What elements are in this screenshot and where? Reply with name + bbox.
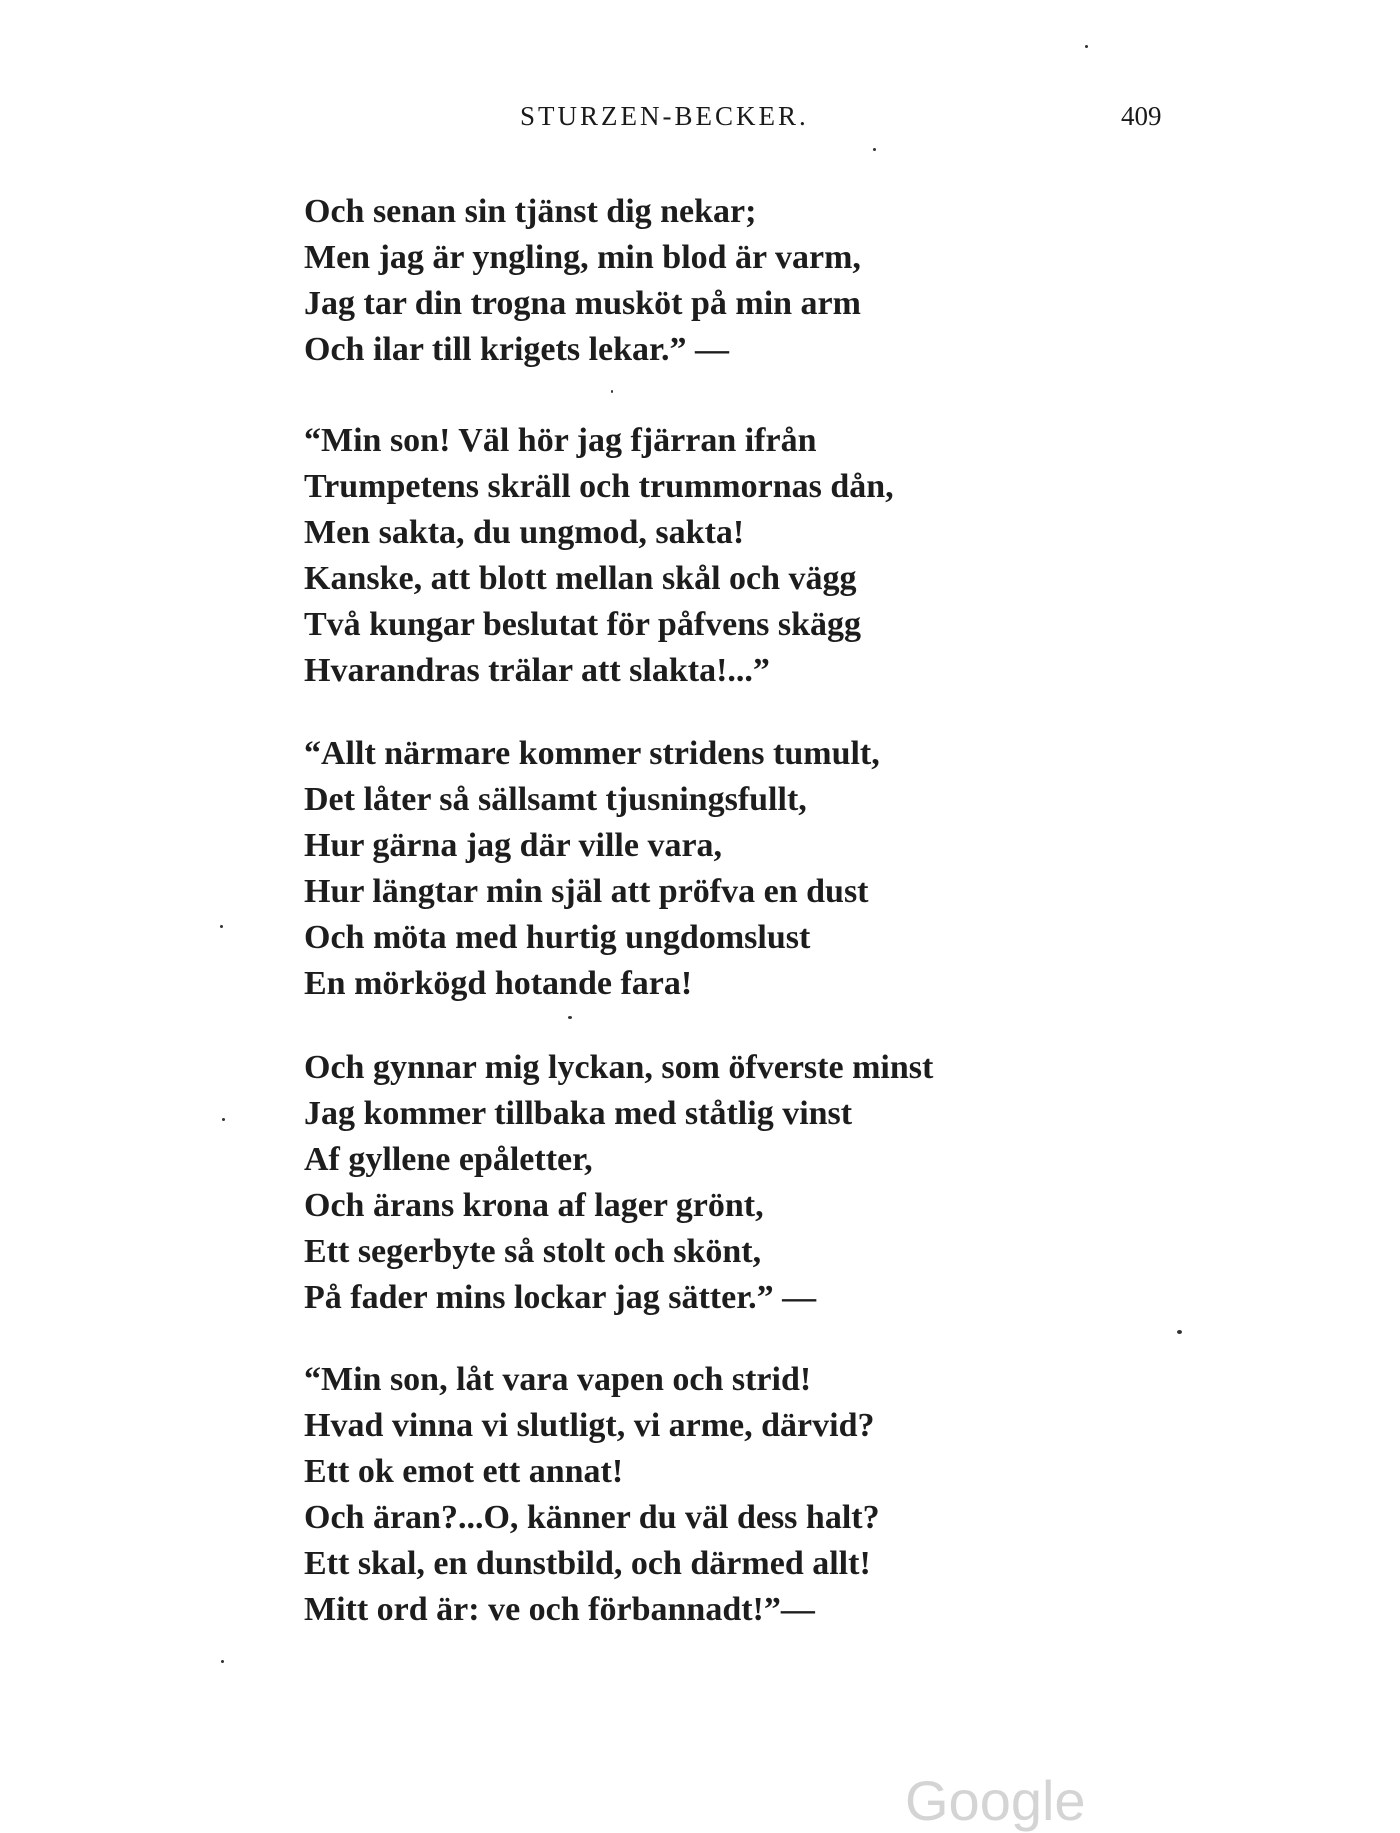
- verse-line: Och gynnar mig lyckan, som öfverste minst: [304, 1049, 934, 1086]
- scan-speck: [221, 1660, 224, 1663]
- verse-line: Och möta med hurtig ungdomslust: [304, 919, 811, 956]
- scan-speck: [611, 390, 613, 393]
- verse-line: På fader mins lockar jag sätter.” —: [304, 1279, 817, 1316]
- verse-line: Ett ok emot ett annat!: [304, 1453, 624, 1490]
- verse-line: “Min son! Väl hör jag fjärran ifrån: [304, 422, 817, 459]
- scan-speck: [568, 1016, 572, 1019]
- running-title: STURZEN-BECKER.: [520, 101, 809, 131]
- stanza: [304, 418, 894, 694]
- verse-line: Hur längtar min själ att pröfva en dust: [304, 873, 869, 910]
- verse-line: Det låter så sällsamt tjusningsfullt,: [304, 781, 807, 818]
- verse-line: Jag kommer tillbaka med ståtlig vinst: [304, 1095, 853, 1132]
- verse-line: Hur gärna jag där ville vara,: [304, 827, 723, 864]
- verse-line: Men jag är yngling, min blod är varm,: [304, 239, 861, 276]
- verse-line: Trumpetens skräll och trummornas dån,: [304, 468, 894, 505]
- verse-line: Och senan sin tjänst dig nekar;: [304, 193, 757, 230]
- verse-line: Ett segerbyte så stolt och skönt,: [304, 1233, 762, 1270]
- page-header: [0, 101, 1400, 141]
- verse-line: Hvarandras trälar att slakta!...”: [304, 652, 770, 689]
- stanza: [304, 731, 880, 1007]
- scan-speck: [873, 148, 876, 151]
- verse-line: “Allt närmare kommer stridens tumult,: [304, 735, 880, 772]
- verse-line: En mörkögd hotande fara!: [304, 965, 693, 1002]
- google-watermark: Google: [905, 1769, 1086, 1832]
- scan-speck: [1085, 45, 1088, 48]
- verse-line: Och ärans krona af lager grönt,: [304, 1187, 764, 1224]
- verse-line: Af gyllene epåletter,: [304, 1141, 593, 1178]
- verse-line: Och ilar till krigets lekar.” —: [304, 331, 729, 368]
- scan-speck: [220, 925, 223, 928]
- verse-line: Hvad vinna vi slutligt, vi arme, därvid?: [304, 1407, 875, 1444]
- verse-line: Och äran?...O, känner du väl dess halt?: [304, 1499, 880, 1536]
- verse-line: Mitt ord är: ve och förbannadt!”—: [304, 1591, 815, 1628]
- stanza: [304, 1045, 933, 1321]
- stanza: [304, 189, 861, 373]
- verse-line: Jag tar din trogna musköt på min arm: [304, 285, 861, 322]
- verse-line: Men sakta, du ungmod, sakta!: [304, 514, 745, 551]
- page-number: 409: [1121, 101, 1162, 131]
- verse-line: Ett skal, en dunstbild, och därmed allt!: [304, 1545, 871, 1582]
- scan-speck: [222, 1118, 225, 1121]
- scan-speck: [1177, 1330, 1182, 1334]
- verse-line: Två kungar beslutat för påfvens skägg: [304, 606, 862, 643]
- verse-line: “Min son, låt vara vapen och strid!: [304, 1361, 812, 1398]
- stanza: [304, 1357, 880, 1633]
- verse-line: Kanske, att blott mellan skål och vägg: [304, 560, 857, 597]
